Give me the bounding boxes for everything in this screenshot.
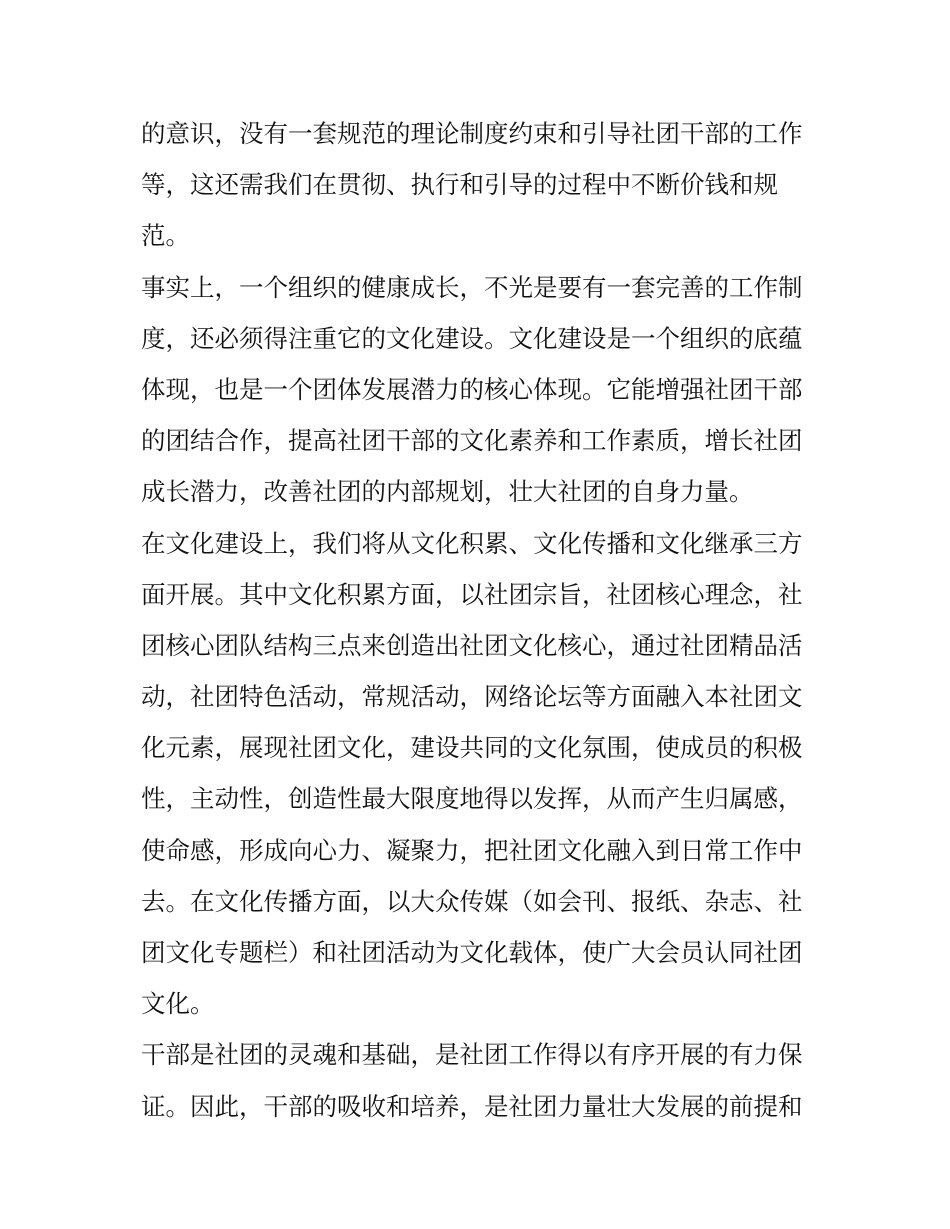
text-line: 等，这还需我们在贯彻、执行和引导的过程中不断价钱和规	[141, 170, 778, 200]
text-line: 范。	[141, 221, 190, 251]
text-line: 体现，也是一个团体发展潜力的核心体现。它能增强社团干部	[141, 374, 803, 404]
text-line: 在文化建设上，我们将从文化积累、文化传播和文化继承三方	[141, 528, 803, 558]
text-line: 事实上，一个组织的健康成长，不光是要有一套完善的工作制	[141, 272, 803, 302]
text-line: 动，社团特色活动，常规活动，网络论坛等方面融入本社团文	[141, 682, 803, 712]
text-line: 去。在文化传播方面，以大众传媒（如会刊、报纸、杂志、社	[141, 886, 803, 916]
text-line: 文化。	[141, 989, 215, 1019]
text-line: 团核心团队结构三点来创造出社团文化核心，通过社团精品活	[141, 630, 803, 660]
text-line: 使命感，形成向心力、凝聚力，把社团文化融入到日常工作中	[141, 835, 803, 865]
text-line: 的团结合作，提高社团干部的文化素养和工作素质，增长社团	[141, 426, 803, 456]
text-line: 性，主动性，创造性最大限度地得以发挥，从而产生归属感，	[141, 784, 803, 814]
text-line: 证。因此，干部的吸收和培养，是社团力量壮大发展的前提和	[141, 1091, 803, 1121]
document-body	[141, 108, 811, 1132]
text-line: 度，还必须得注重它的文化建设。文化建设是一个组织的底蕴	[141, 323, 803, 353]
text-line: 化元素，展现社团文化，建设共同的文化氛围，使成员的积极	[141, 733, 803, 763]
text-line: 面开展。其中文化积累方面，以社团宗旨，社团核心理念，社	[141, 579, 803, 609]
text-line: 成长潜力，改善社团的内部规划，壮大社团的自身力量。	[141, 477, 754, 507]
text-line: 团文化专题栏）和社团活动为文化载体，使广大会员认同社团	[141, 938, 803, 967]
text-line: 干部是社团的灵魂和基础，是社团工作得以有序开展的有力保	[141, 1040, 803, 1070]
text-line: 的意识，没有一套规范的理论制度约束和引导社团干部的工作	[141, 119, 803, 148]
